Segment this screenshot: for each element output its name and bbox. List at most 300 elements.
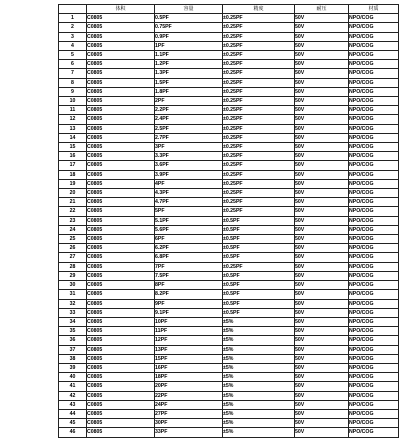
table-row [59, 308, 399, 317]
table-row [59, 299, 399, 308]
table-row [59, 428, 399, 437]
cell-voltage: 50V [295, 170, 349, 179]
cell-package: C0805 [87, 106, 155, 115]
cell-no: 13 [59, 124, 87, 133]
table-row [59, 216, 399, 225]
cell-tolerance: ±5% [223, 345, 295, 354]
table-row [59, 419, 399, 428]
cell-material: NPO/COG [349, 170, 399, 179]
table-row [59, 179, 399, 188]
cell-voltage: 50V [295, 51, 349, 60]
cell-capacitance: 6.2PF [155, 244, 223, 253]
cell-package: C0805 [87, 308, 155, 317]
cell-material: NPO/COG [349, 262, 399, 271]
cell-material: NPO/COG [349, 382, 399, 391]
cell-package: C0805 [87, 253, 155, 262]
cell-capacitance: 15PF [155, 354, 223, 363]
cell-tolerance: ±0.25PF [223, 170, 295, 179]
cell-capacitance: 2.7PF [155, 133, 223, 142]
table-row [59, 373, 399, 382]
cell-capacitance: 6.8PF [155, 253, 223, 262]
cell-no: 25 [59, 235, 87, 244]
cell-capacitance: 3.6PF [155, 161, 223, 170]
table-row [59, 97, 399, 106]
cell-tolerance: ±0.5PF [223, 216, 295, 225]
table-row [59, 69, 399, 78]
spec-sheet [58, 4, 398, 438]
cell-voltage: 50V [295, 23, 349, 32]
cell-material: NPO/COG [349, 97, 399, 106]
cell-tolerance: ±0.5PF [223, 271, 295, 280]
cell-capacitance: 2.5PF [155, 124, 223, 133]
cell-voltage: 50V [295, 225, 349, 234]
table-row [59, 225, 399, 234]
cell-tolerance: ±0.25PF [223, 51, 295, 60]
cell-tolerance: ±0.25PF [223, 106, 295, 115]
cell-material: NPO/COG [349, 391, 399, 400]
cell-tolerance: ±5% [223, 327, 295, 336]
cell-capacitance: 5.1PF [155, 216, 223, 225]
cell-no: 14 [59, 133, 87, 142]
cell-voltage: 50V [295, 409, 349, 418]
cell-voltage: 50V [295, 271, 349, 280]
header-tolerance: 精度 [223, 5, 295, 14]
cell-tolerance: ±0.25PF [223, 133, 295, 142]
cell-tolerance: ±5% [223, 354, 295, 363]
table-row [59, 235, 399, 244]
cell-no: 2 [59, 23, 87, 32]
cell-no: 34 [59, 317, 87, 326]
cell-capacitance: 30PF [155, 419, 223, 428]
cell-package: C0805 [87, 336, 155, 345]
cell-no: 42 [59, 391, 87, 400]
cell-package: C0805 [87, 391, 155, 400]
cell-material: NPO/COG [349, 290, 399, 299]
cell-voltage: 50V [295, 327, 349, 336]
cell-tolerance: ±0.5PF [223, 253, 295, 262]
cell-material: NPO/COG [349, 235, 399, 244]
cell-capacitance: 4.3PF [155, 189, 223, 198]
table-row [59, 207, 399, 216]
cell-voltage: 50V [295, 336, 349, 345]
table-row [59, 363, 399, 372]
cell-capacitance: 8PF [155, 281, 223, 290]
cell-voltage: 50V [295, 198, 349, 207]
cell-voltage: 50V [295, 97, 349, 106]
cell-material: NPO/COG [349, 78, 399, 87]
cell-material: NPO/COG [349, 51, 399, 60]
cell-material: NPO/COG [349, 23, 399, 32]
table-row [59, 290, 399, 299]
cell-package: C0805 [87, 115, 155, 124]
cell-no: 16 [59, 152, 87, 161]
cell-material: NPO/COG [349, 207, 399, 216]
cell-capacitance: 27PF [155, 409, 223, 418]
cell-no: 11 [59, 106, 87, 115]
cell-tolerance: ±0.5PF [223, 290, 295, 299]
cell-capacitance: 6PF [155, 235, 223, 244]
cell-capacitance: 3PF [155, 143, 223, 152]
cell-package: C0805 [87, 400, 155, 409]
cell-capacitance: 1.8PF [155, 87, 223, 96]
cell-material: NPO/COG [349, 225, 399, 234]
cell-voltage: 50V [295, 419, 349, 428]
cell-no: 32 [59, 299, 87, 308]
cell-no: 7 [59, 69, 87, 78]
cell-material: NPO/COG [349, 308, 399, 317]
cell-capacitance: 8.2PF [155, 290, 223, 299]
cell-tolerance: ±0.25PF [223, 87, 295, 96]
cell-no: 29 [59, 271, 87, 280]
cell-no: 30 [59, 281, 87, 290]
cell-no: 43 [59, 400, 87, 409]
cell-no: 33 [59, 308, 87, 317]
cell-material: NPO/COG [349, 336, 399, 345]
cell-capacitance: 33PF [155, 428, 223, 437]
cell-voltage: 50V [295, 69, 349, 78]
cell-voltage: 50V [295, 216, 349, 225]
table-row [59, 106, 399, 115]
cell-tolerance: ±5% [223, 409, 295, 418]
table-row [59, 198, 399, 207]
table-row [59, 409, 399, 418]
cell-capacitance: 4.7PF [155, 198, 223, 207]
cell-tolerance: ±0.5PF [223, 308, 295, 317]
cell-voltage: 50V [295, 78, 349, 87]
table-row [59, 87, 399, 96]
table-row [59, 14, 399, 23]
cell-material: NPO/COG [349, 106, 399, 115]
table-row [59, 133, 399, 142]
cell-material: NPO/COG [349, 198, 399, 207]
cell-voltage: 50V [295, 382, 349, 391]
cell-voltage: 50V [295, 152, 349, 161]
cell-package: C0805 [87, 299, 155, 308]
cell-package: C0805 [87, 354, 155, 363]
cell-capacitance: 3.3PF [155, 152, 223, 161]
cell-package: C0805 [87, 271, 155, 280]
cell-tolerance: ±5% [223, 382, 295, 391]
cell-capacitance: 13PF [155, 345, 223, 354]
cell-material: NPO/COG [349, 41, 399, 50]
cell-tolerance: ±5% [223, 419, 295, 428]
cell-no: 45 [59, 419, 87, 428]
cell-no: 37 [59, 345, 87, 354]
cell-tolerance: ±0.25PF [223, 198, 295, 207]
cell-no: 18 [59, 170, 87, 179]
cell-no: 19 [59, 179, 87, 188]
cell-package: C0805 [87, 345, 155, 354]
cell-capacitance: 9.1PF [155, 308, 223, 317]
cell-capacitance: 2.4PF [155, 115, 223, 124]
cell-material: NPO/COG [349, 299, 399, 308]
cell-material: NPO/COG [349, 115, 399, 124]
cell-voltage: 50V [295, 189, 349, 198]
cell-package: C0805 [87, 41, 155, 50]
cell-voltage: 50V [295, 317, 349, 326]
cell-no: 3 [59, 32, 87, 41]
cell-package: C0805 [87, 225, 155, 234]
cell-material: NPO/COG [349, 354, 399, 363]
table-row [59, 115, 399, 124]
cell-no: 39 [59, 363, 87, 372]
capacitor-spec-table [58, 4, 399, 438]
table-row [59, 60, 399, 69]
cell-capacitance: 7PF [155, 262, 223, 271]
table-row [59, 281, 399, 290]
cell-material: NPO/COG [349, 216, 399, 225]
cell-capacitance: 24PF [155, 400, 223, 409]
cell-capacitance: 10PF [155, 317, 223, 326]
cell-tolerance: ±0.25PF [223, 262, 295, 271]
cell-capacitance: 12PF [155, 336, 223, 345]
cell-package: C0805 [87, 32, 155, 41]
cell-material: NPO/COG [349, 271, 399, 280]
cell-voltage: 50V [295, 363, 349, 372]
cell-package: C0805 [87, 161, 155, 170]
cell-no: 28 [59, 262, 87, 271]
cell-no: 22 [59, 207, 87, 216]
cell-material: NPO/COG [349, 161, 399, 170]
cell-no: 26 [59, 244, 87, 253]
cell-no: 15 [59, 143, 87, 152]
cell-material: NPO/COG [349, 281, 399, 290]
header-row [59, 5, 399, 14]
cell-no: 31 [59, 290, 87, 299]
cell-package: C0805 [87, 207, 155, 216]
cell-package: C0805 [87, 152, 155, 161]
cell-package: C0805 [87, 409, 155, 418]
cell-capacitance: 1.1PF [155, 51, 223, 60]
cell-no: 4 [59, 41, 87, 50]
cell-tolerance: ±0.25PF [223, 14, 295, 23]
cell-package: C0805 [87, 216, 155, 225]
cell-package: C0805 [87, 244, 155, 253]
cell-package: C0805 [87, 262, 155, 271]
cell-package: C0805 [87, 14, 155, 23]
cell-material: NPO/COG [349, 69, 399, 78]
cell-no: 5 [59, 51, 87, 60]
cell-voltage: 50V [295, 428, 349, 437]
cell-package: C0805 [87, 373, 155, 382]
cell-material: NPO/COG [349, 14, 399, 23]
table-row [59, 143, 399, 152]
header-package: 体积 [87, 5, 155, 14]
cell-material: NPO/COG [349, 87, 399, 96]
cell-package: C0805 [87, 317, 155, 326]
cell-capacitance: 3.9PF [155, 170, 223, 179]
cell-voltage: 50V [295, 14, 349, 23]
cell-voltage: 50V [295, 143, 349, 152]
cell-material: NPO/COG [349, 133, 399, 142]
cell-material: NPO/COG [349, 179, 399, 188]
cell-material: NPO/COG [349, 419, 399, 428]
cell-tolerance: ±5% [223, 363, 295, 372]
cell-no: 10 [59, 97, 87, 106]
cell-voltage: 50V [295, 161, 349, 170]
cell-voltage: 50V [295, 179, 349, 188]
cell-material: NPO/COG [349, 345, 399, 354]
cell-tolerance: ±0.5PF [223, 281, 295, 290]
cell-no: 21 [59, 198, 87, 207]
cell-no: 1 [59, 14, 87, 23]
cell-package: C0805 [87, 363, 155, 372]
cell-no: 35 [59, 327, 87, 336]
cell-tolerance: ±0.25PF [223, 41, 295, 50]
cell-material: NPO/COG [349, 317, 399, 326]
table-row [59, 354, 399, 363]
header-voltage: 耐压 [295, 5, 349, 14]
cell-capacitance: 5PF [155, 207, 223, 216]
cell-capacitance: 18PF [155, 373, 223, 382]
cell-voltage: 50V [295, 106, 349, 115]
cell-tolerance: ±5% [223, 373, 295, 382]
cell-package: C0805 [87, 235, 155, 244]
cell-no: 41 [59, 382, 87, 391]
cell-no: 17 [59, 161, 87, 170]
cell-no: 38 [59, 354, 87, 363]
cell-voltage: 50V [295, 299, 349, 308]
cell-tolerance: ±0.5PF [223, 299, 295, 308]
cell-voltage: 50V [295, 124, 349, 133]
cell-package: C0805 [87, 133, 155, 142]
cell-package: C0805 [87, 60, 155, 69]
cell-voltage: 50V [295, 87, 349, 96]
table-row [59, 78, 399, 87]
cell-capacitance: 4PF [155, 179, 223, 188]
cell-material: NPO/COG [349, 428, 399, 437]
table-row [59, 262, 399, 271]
cell-voltage: 50V [295, 235, 349, 244]
cell-voltage: 50V [295, 262, 349, 271]
cell-voltage: 50V [295, 32, 349, 41]
cell-voltage: 50V [295, 60, 349, 69]
cell-tolerance: ±0.25PF [223, 32, 295, 41]
cell-no: 20 [59, 189, 87, 198]
table-header [59, 5, 399, 14]
cell-material: NPO/COG [349, 327, 399, 336]
cell-tolerance: ±0.25PF [223, 161, 295, 170]
cell-tolerance: ±0.25PF [223, 189, 295, 198]
cell-package: C0805 [87, 87, 155, 96]
table-row [59, 32, 399, 41]
table-row [59, 345, 399, 354]
cell-package: C0805 [87, 327, 155, 336]
table-row [59, 124, 399, 133]
cell-voltage: 50V [295, 253, 349, 262]
cell-package: C0805 [87, 198, 155, 207]
cell-package: C0805 [87, 189, 155, 198]
cell-material: NPO/COG [349, 32, 399, 41]
cell-material: NPO/COG [349, 124, 399, 133]
table-row [59, 189, 399, 198]
cell-voltage: 50V [295, 308, 349, 317]
cell-tolerance: ±5% [223, 391, 295, 400]
table-row [59, 23, 399, 32]
cell-package: C0805 [87, 179, 155, 188]
cell-voltage: 50V [295, 244, 349, 253]
table-row [59, 400, 399, 409]
cell-package: C0805 [87, 23, 155, 32]
cell-tolerance: ±0.25PF [223, 207, 295, 216]
cell-tolerance: ±0.25PF [223, 23, 295, 32]
cell-voltage: 50V [295, 373, 349, 382]
cell-tolerance: ±5% [223, 317, 295, 326]
cell-no: 40 [59, 373, 87, 382]
cell-capacitance: 1.5PF [155, 78, 223, 87]
cell-capacitance: 0.5PF [155, 14, 223, 23]
table-row [59, 41, 399, 50]
cell-capacitance: 22PF [155, 391, 223, 400]
cell-tolerance: ±0.25PF [223, 115, 295, 124]
cell-voltage: 50V [295, 41, 349, 50]
table-row [59, 51, 399, 60]
cell-no: 8 [59, 78, 87, 87]
cell-tolerance: ±0.25PF [223, 78, 295, 87]
cell-tolerance: ±5% [223, 428, 295, 437]
header-capacitance: 容量 [155, 5, 223, 14]
cell-voltage: 50V [295, 391, 349, 400]
cell-package: C0805 [87, 281, 155, 290]
cell-capacitance: 2.2PF [155, 106, 223, 115]
cell-tolerance: ±0.25PF [223, 124, 295, 133]
cell-material: NPO/COG [349, 244, 399, 253]
cell-no: 24 [59, 225, 87, 234]
cell-voltage: 50V [295, 400, 349, 409]
cell-capacitance: 1.3PF [155, 69, 223, 78]
header-material: 材质 [349, 5, 399, 14]
table-row [59, 253, 399, 262]
cell-voltage: 50V [295, 207, 349, 216]
cell-capacitance: 0.9PF [155, 32, 223, 41]
table-row [59, 161, 399, 170]
cell-package: C0805 [87, 428, 155, 437]
cell-voltage: 50V [295, 281, 349, 290]
cell-capacitance: 9PF [155, 299, 223, 308]
cell-tolerance: ±0.5PF [223, 235, 295, 244]
table-row [59, 391, 399, 400]
cell-tolerance: ±0.5PF [223, 244, 295, 253]
table-row [59, 382, 399, 391]
cell-package: C0805 [87, 419, 155, 428]
cell-material: NPO/COG [349, 253, 399, 262]
table-row [59, 317, 399, 326]
cell-package: C0805 [87, 382, 155, 391]
cell-voltage: 50V [295, 290, 349, 299]
header-no [59, 5, 87, 14]
cell-capacitance: 20PF [155, 382, 223, 391]
cell-tolerance: ±0.25PF [223, 69, 295, 78]
cell-no: 27 [59, 253, 87, 262]
cell-voltage: 50V [295, 354, 349, 363]
cell-tolerance: ±5% [223, 336, 295, 345]
cell-material: NPO/COG [349, 152, 399, 161]
cell-package: C0805 [87, 69, 155, 78]
table-row [59, 152, 399, 161]
cell-package: C0805 [87, 51, 155, 60]
cell-material: NPO/COG [349, 400, 399, 409]
cell-material: NPO/COG [349, 189, 399, 198]
cell-tolerance: ±0.25PF [223, 60, 295, 69]
table-row [59, 271, 399, 280]
cell-package: C0805 [87, 124, 155, 133]
cell-capacitance: 1PF [155, 41, 223, 50]
table-row [59, 170, 399, 179]
cell-material: NPO/COG [349, 373, 399, 382]
cell-package: C0805 [87, 78, 155, 87]
cell-tolerance: ±0.5PF [223, 225, 295, 234]
cell-no: 6 [59, 60, 87, 69]
